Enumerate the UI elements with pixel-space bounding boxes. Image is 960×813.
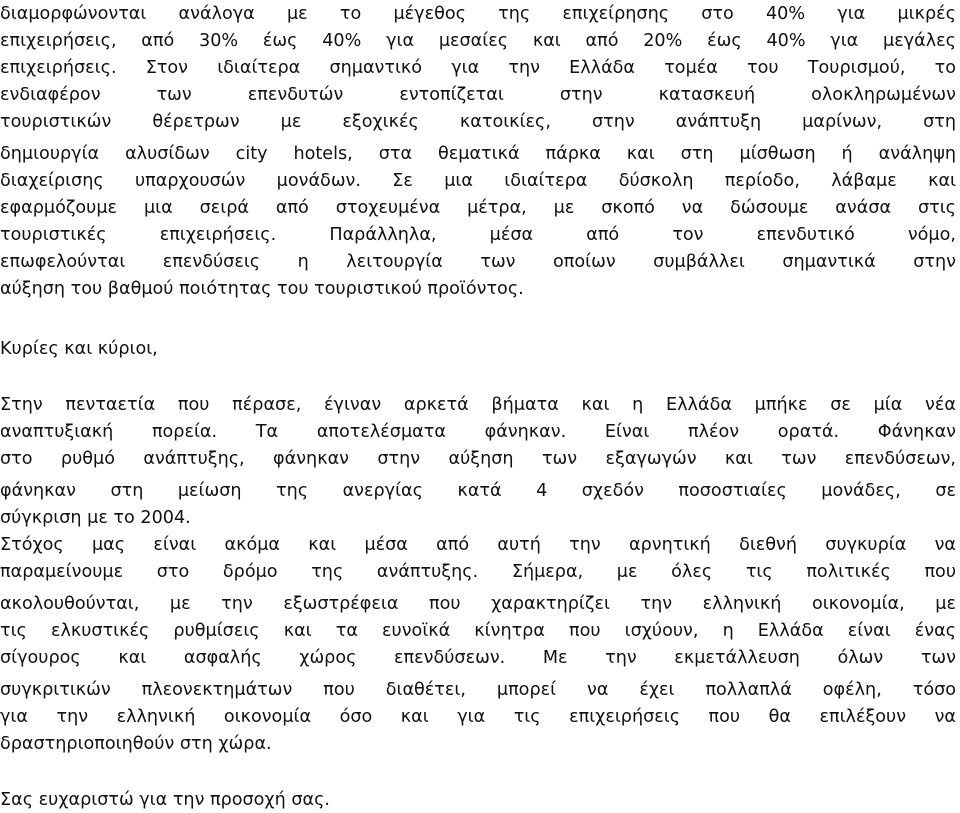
paragraph-line: συγκριτικών πλεονεκτημάτων που διαθέτει, μπορεί να έχει πολλαπλά οφέλη, τόσο [0, 680, 956, 700]
paragraph-line: επωφελούνται επενδύσεις η λειτουργία των οποίων συμβάλλει σημαντικά στην [0, 252, 956, 272]
paragraph-line: τουριστικών θέρετρων με εξοχικές κατοικίες, στην ανάπτυξη μαρίνων, στη [0, 112, 956, 132]
paragraph-line: παραμείνουμε στο δρόμο της ανάπτυξης. Σήμερα, με όλες τις πολιτικές που [0, 562, 956, 582]
paragraph-line: σύγκριση με το 2004. [0, 508, 191, 528]
paragraph-line: επιχειρήσεις, από 30% έως 40% για μεσαίες και από 20% έως 40% για μεγάλες [0, 31, 956, 51]
paragraph-line: στο ρυθμό ανάπτυξης, φάνηκαν στην αύξηση των εξαγωγών και των επενδύσεων, [0, 449, 956, 469]
paragraph-line: διαχείρισης υπαρχουσών μονάδων. Σε μια ιδιαίτερα δύσκολη περίοδο, λάβαμε και [0, 171, 956, 191]
paragraph-line: για την ελληνική οικονομία όσο και για τις επιχειρήσεις που θα επιλέξουν να [0, 707, 956, 727]
paragraph-line: αναπτυξιακή πορεία. Τα αποτελέσματα φάνηκαν. Είναι πλέον ορατά. Φάνηκαν [0, 422, 956, 442]
paragraph-line: σίγουρος και ασφαλής χώρος επενδύσεων. Με την εκμετάλλευση όλων των [0, 648, 956, 668]
paragraph-line: φάνηκαν στη μείωση της ανεργίας κατά 4 σχεδόν ποσοστιαίες μονάδες, σε [0, 481, 956, 501]
paragraph-line: Στην πενταετία που πέρασε, έγιναν αρκετά βήματα και η Ελλάδα μπήκε σε μία νέα [0, 395, 956, 415]
paragraph-line: διαμορφώνονται ανάλογα με το μέγεθος της επιχείρησης στο 40% για μικρές [0, 4, 956, 24]
paragraph-line: αύξηση του βαθμού ποιότητας του τουριστικού προϊόντος. [0, 279, 524, 299]
paragraph-line: Στόχος μας είναι ακόμα και μέσα από αυτή την αρνητική διεθνή συγκυρία να [0, 535, 956, 555]
paragraph-line: ακολουθούνται, με την εξωστρέφεια που χαρακτηρίζει την ελληνική οικονομία, με [0, 594, 956, 614]
paragraph-line: τουριστικές επιχειρήσεις. Παράλληλα, μέσα από τον επενδυτικό νόμο, [0, 225, 956, 245]
paragraph-line: εφαρμόζουμε μια σειρά από στοχευμένα μέτρα, με σκοπό να δώσουμε ανάσα στις [0, 198, 956, 218]
paragraph-line: επιχειρήσεις. Στον ιδιαίτερα σημαντικό για την Ελλάδα τομέα του Τουρισμού, το [0, 58, 956, 78]
paragraph-line: τις ελκυστικές ρυθμίσεις και τα ευνοϊκά κίνητρα που ισχύουν, η Ελλάδα είναι ένας [0, 621, 956, 641]
salutation: Κυρίες και κύριοι, [0, 339, 158, 359]
closing-line: Σας ευχαριστώ για την προσοχή σας. [0, 790, 331, 810]
paragraph-line: ενδιαφέρον των επενδυτών εντοπίζεται στην κατασκευή ολοκληρωμένων [0, 85, 956, 105]
paragraph-line: δραστηριοποιηθούν στη χώρα. [0, 734, 272, 754]
paragraph-line: δημιουργία αλυσίδων city hotels, στα θεματικά πάρκα και στη μίσθωση ή ανάληψη [0, 144, 956, 164]
